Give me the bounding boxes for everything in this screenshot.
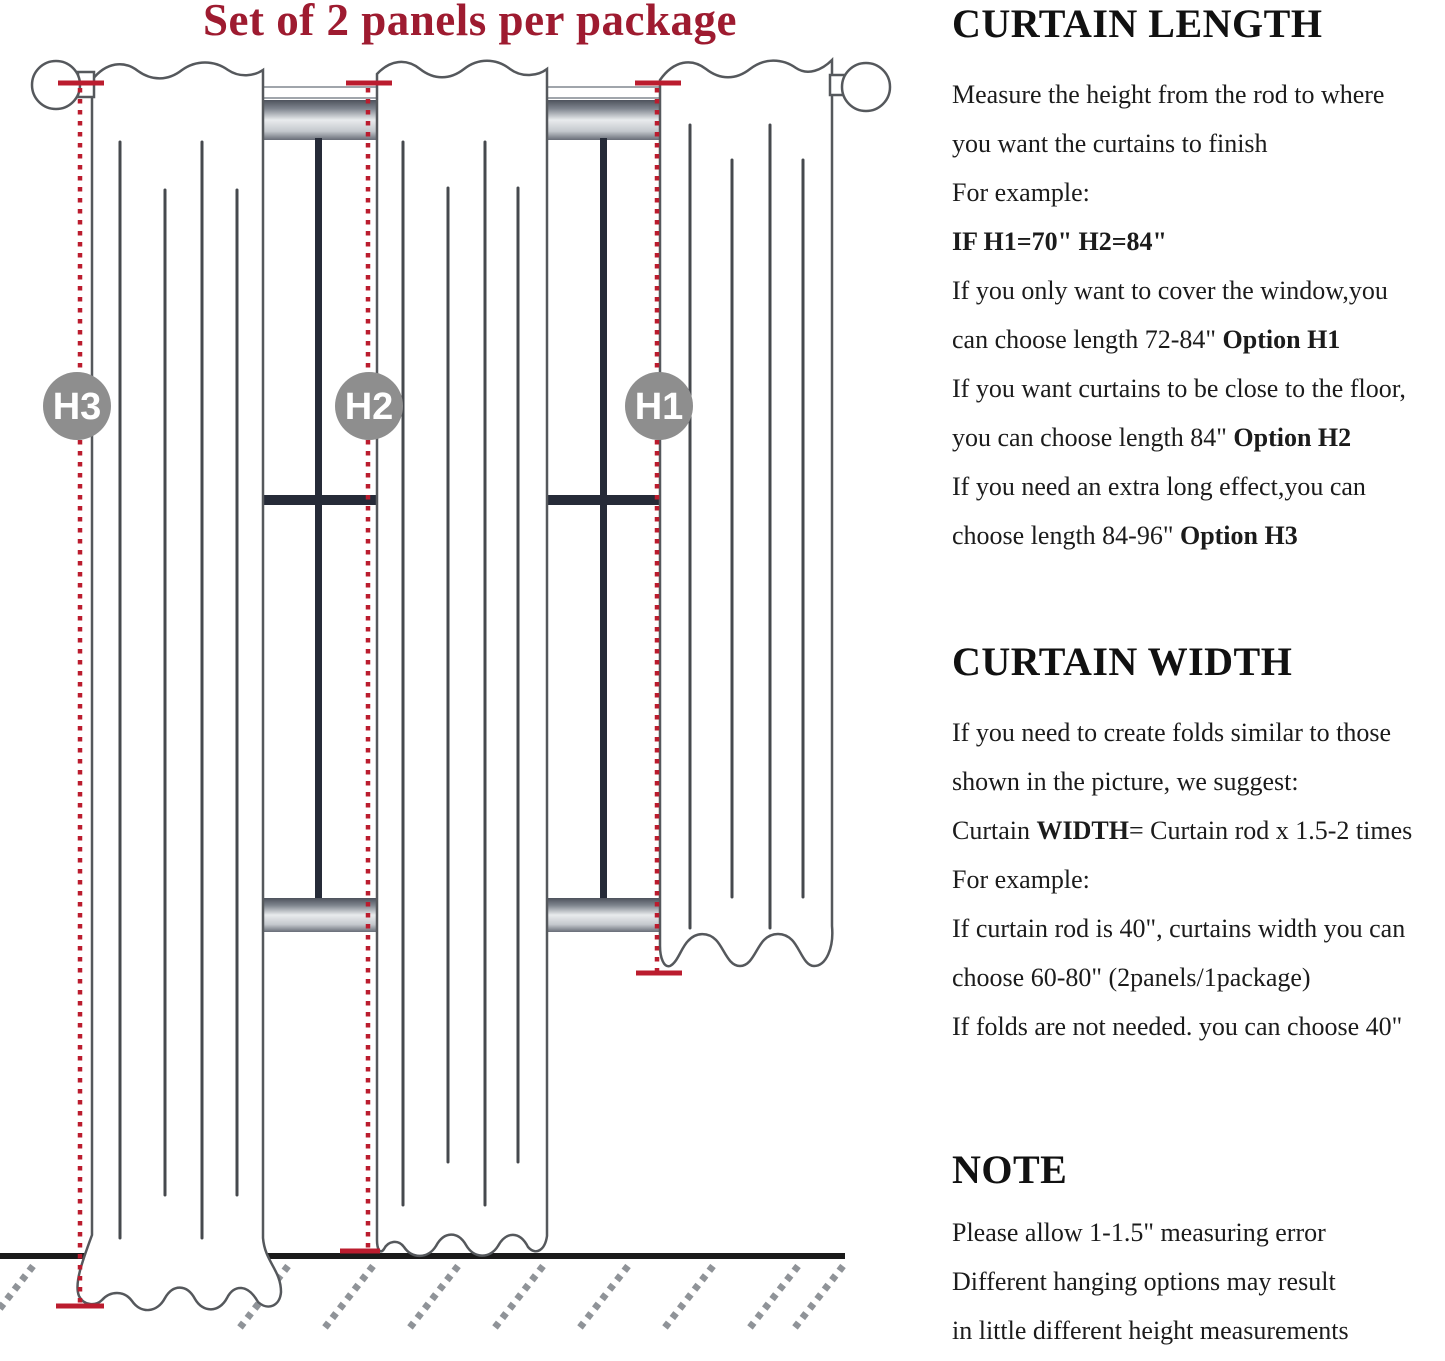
section-body <box>952 1208 1349 1355</box>
text-line: Curtain WIDTH= Curtain rod x 1.5-2 times <box>952 816 1413 845</box>
window-mullion-left <box>315 138 322 900</box>
section-heading: CURTAIN WIDTH <box>952 639 1293 684</box>
curtain-panel-h3 <box>77 63 281 1311</box>
window-mullion-right <box>600 138 607 900</box>
text-line: If you need an extra long effect,you can <box>952 472 1366 501</box>
curtain-h1-outline <box>660 60 832 966</box>
section-heading: CURTAIN LENGTH <box>952 1 1323 46</box>
text-line: in little different height measurements <box>952 1316 1349 1345</box>
badge-h1-label: H1 <box>634 386 684 428</box>
text-line: If you want curtains to be close to the floor, <box>952 374 1406 403</box>
text-line: If folds are not needed. you can choose 40" <box>952 1012 1403 1041</box>
text-line: If you need to create folds similar to those <box>952 718 1391 747</box>
text-line: If curtain rod is 40", curtains width you can <box>952 914 1406 943</box>
curtain-h3-outline <box>77 63 281 1311</box>
text-line: you can choose length 84" Option H2 <box>952 423 1352 452</box>
info-column <box>952 0 1445 1361</box>
text-line: choose length 84-96" Option H3 <box>952 521 1298 550</box>
text-line: can choose length 72-84" Option H1 <box>952 325 1341 354</box>
text-line: If you only want to cover the window,you <box>952 276 1388 305</box>
badge-h2 <box>335 372 403 440</box>
text-line: IF H1=70" H2=84" <box>952 227 1167 256</box>
badge-h3 <box>43 372 111 440</box>
section-body <box>952 70 1406 560</box>
text-line: you want the curtains to finish <box>952 129 1268 158</box>
text-line: For example: <box>952 865 1090 894</box>
badge-h3-label: H3 <box>52 386 102 428</box>
text-line: Measure the height from the rod to where <box>952 80 1385 109</box>
text-line: Please allow 1-1.5" measuring error <box>952 1218 1326 1247</box>
diagram-title: Set of 2 panels per package <box>203 0 737 45</box>
curtain-panel-h2 <box>377 61 547 1256</box>
text-line: choose 60-80" (2panels/1package) <box>952 963 1311 992</box>
text-line: shown in the picture, we suggest: <box>952 767 1299 796</box>
section-heading: NOTE <box>952 1147 1068 1192</box>
badge-h1 <box>625 372 693 440</box>
curtain-panel-h1 <box>660 60 832 966</box>
text-line: Different hanging options may result <box>952 1267 1336 1296</box>
text-line: For example: <box>952 178 1090 207</box>
badge-h2-label: H2 <box>344 386 394 428</box>
section-body <box>952 708 1412 1051</box>
rod-finial-right <box>830 63 890 111</box>
